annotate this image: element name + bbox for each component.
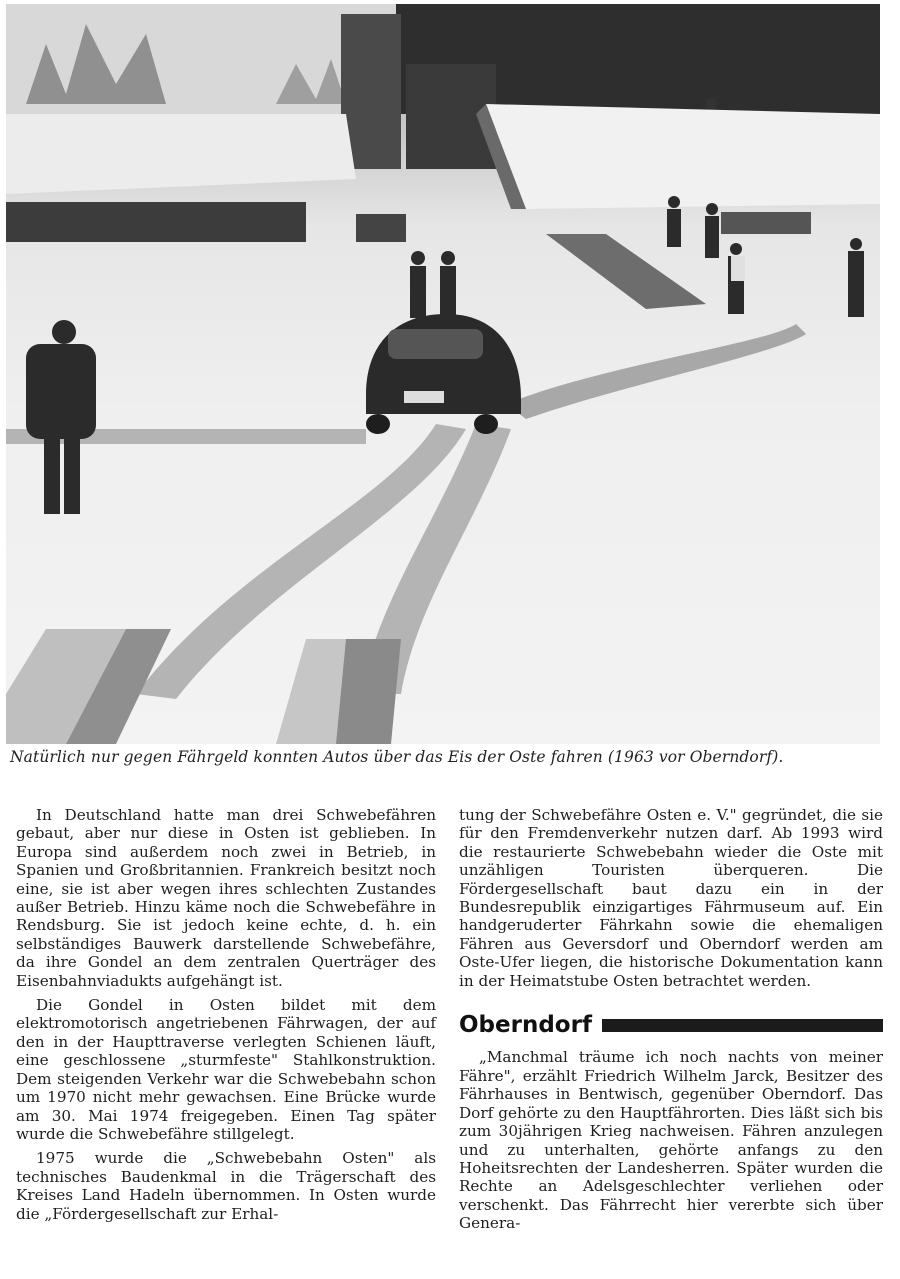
winter-ferry-photo-icon — [6, 4, 880, 744]
paragraph: In Deutschland hatte man drei Schwebefähren gebaut, aber nur diese in Osten ist geblieben. In Europa sind außerdem noch zwei in Betrieb, in Spanien und Großbritannien. Frankreich besitzt noch eine, sie ist aber wegen ihres schlechten Zustandes außer Betrieb. Hinzu käme noch die Schwebefähre in Rendsburg. Sie ist jedoch keine echte, d. h. ein selbständiges Bauwerk darstellende Schwebefähre, da ihre Gondel an dem zentralen Querträger des Eisenbahnviadukts aufgehängt ist. — [16, 806, 436, 990]
section-heading-row — [459, 1012, 883, 1039]
paragraph: 1975 wurde die „Schwebebahn Osten" als technisches Baudenkmal in die Trägerschaft des Kreises Land Hadeln übernommen. In Osten wurde die „Fördergesellschaft zur Erhal- — [16, 1149, 436, 1223]
heading-rule — [602, 1019, 883, 1032]
photo-caption: Natürlich nur gegen Fährgeld konnten Autos über das Eis der Oste fahren (1963 vor Oberndorf). — [10, 748, 784, 766]
ferry-ice-photo — [6, 4, 880, 744]
paragraph: tung der Schwebefähre Osten e. V." gegründet, die sie für den Fremdenverkehr nutzen darf. Ab 1993 wird die restaurierte Schwebebahn wieder die Oste mit unzähligen Touristen überqueren. Die Fördergesellschaft baut dazu ein in der Bundesrepublik einzigartiges Fährmuseum auf. Ein handgeruderter Fährkahn sowie die ehemaligen Fähren aus Geversdorf und Oberndorf werden am Oste-Ufer liegen, die historische Dokumentation kann in der Heimatstube Osten betrachtet werden. — [459, 806, 883, 990]
left-column — [16, 806, 436, 1229]
paragraph: „Manchmal träume ich noch nachts von meiner Fähre", erzählt Friedrich Wilhelm Jarck, Besitzer des Fährhauses in Bentwisch, gegenüber Oberndorf. Das Dorf gehörte zu den Hauptfährorten. Dies läßt sich bis zum 30jährigen Krieg nachweisen. Fähren anzulegen und zu unterhalten, gehörte anfangs zu den Hoheitsrechten der Landesherren. Später wurden die Rechte an Adelsgeschlechter verliehen oder verschenkt. Das Fährrecht hier vererbte sich über Genera- — [459, 1048, 883, 1233]
section-heading: Oberndorf — [459, 1012, 592, 1039]
right-column — [459, 806, 883, 1239]
paragraph: Die Gondel in Osten bildet mit dem elektromotorisch angetriebenen Fährwagen, der auf den in der Haupttraverse verlegten Schienen läuft, eine geschlossene „sturmfeste" Stahlkonstruktion. Dem steigenden Verkehr war die Schwebebahn schon um 1970 nicht mehr gewachsen. Eine Brücke wurde am 30. Mai 1974 freigegeben. Einen Tag später wurde die Schwebefähre stillgelegt. — [16, 996, 436, 1143]
